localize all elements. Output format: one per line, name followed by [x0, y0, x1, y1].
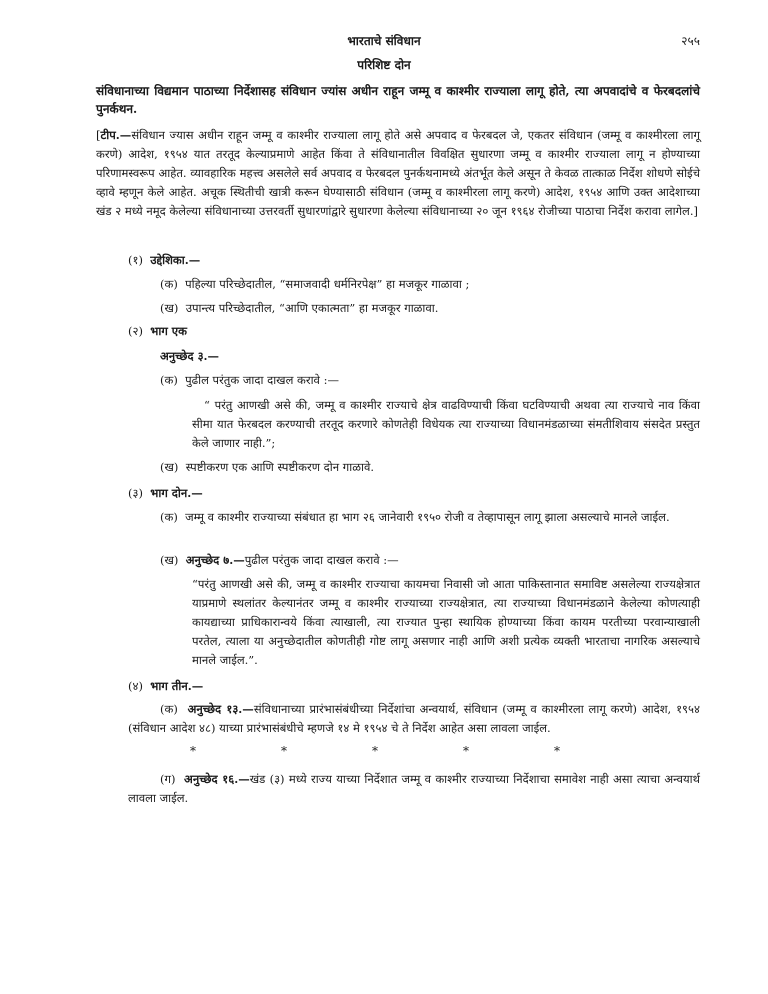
clause-number: (ख) — [160, 553, 179, 567]
section-1 — [128, 251, 700, 270]
clause-text: जम्मू व काश्मीर राज्याच्या संबंधात हा भाग २६ जानेवारी १९५० रोजी व तेव्हापासून लागू झाला असल्याचे मानले जाईल. — [185, 510, 670, 524]
star: * — [372, 744, 378, 758]
clause-text: उपान्त्य परिच्छेदातील, “आणि एकात्मता” हा मजकूर गाळावा. — [185, 301, 439, 315]
clause-4g — [128, 770, 700, 808]
clause-number: (क) — [160, 510, 178, 524]
section-title: उद्देशिका.— — [150, 253, 201, 267]
note-close-bracket: ] — [693, 204, 698, 218]
star: * — [281, 744, 287, 758]
clause-1a — [160, 275, 700, 294]
note-open-bracket: [ — [96, 128, 101, 142]
clause-number: (ग) — [160, 772, 176, 786]
proviso-quote-article-3: “ परंतु आणखी असे की, जम्मू व काश्मीर राज्याचे क्षेत्र वाढविण्याची किंवा घटविण्याची अथवा त्या राज्याचे नाव किंवा सीमा यात फेरबदल करण्याची तरतूद करणारे कोणतेही विधेयक त्या राज्याच्या विधानमंडळाच्या संमतीशिवाय संसदेत प्रस्तुत केले जाणार नाही.”; — [192, 398, 700, 450]
clause-text: संविधानाच्या प्रारंभासंबंधीच्या निर्देशांचा अन्वयार्थ, संविधान (जम्मू व काश्मीरला लागू करणे) आदेश, १९५४ (संविधान आदेश ४८) याच्या प्रारंभासंबंधीचे म्हणजे १४ मे १९५४ चे ते निर्देश आहेत असा लावला जाईल. — [128, 702, 700, 735]
star: * — [190, 744, 196, 758]
clause-text: खंड (३) मध्ये राज्य याच्या निर्देशात जम्मू व काश्मीर राज्याच्या निर्देशाचा समावेश नाही असा त्याचा अन्वयार्थ लावला जाईल. — [128, 772, 700, 805]
section-title: भाग दोन.— — [150, 486, 203, 500]
clause-1b — [160, 299, 700, 318]
star: * — [463, 744, 469, 758]
proviso-quote-article-7: “परंतु आणखी असे की, जम्मू व काश्मीर राज्याचा कायमचा निवासी जो आता पाकिस्तानात समाविष्ट असलेल्या राज्यक्षेत्रात याप्रमाणे स्थलांतर केल्यानंतर जम्मू व काश्मीर राज्याच्या राज्यक्षेत्रात, त्या राज्याच्या विधानमंडळाने केलेल्या कोणत्याही कायद्याच्या प्राधिकारान्वये किंवा त्याखाली, त्या राज्यात पुन्हा स्थायिक होण्याच्या किंवा कायम परतीच्या परवान्याखाली परतेल, त्याला या अनुच्छेदातील कोणतीही गोष्ट लागू असणार नाही आणि अशी प्रत्येक व्यक्ती भारताचा नागरिक असल्याचे मानले जाईल.”. — [192, 577, 700, 667]
article-13-heading: अनुच्छेद १३.— — [187, 702, 254, 716]
article-16-heading: अनुच्छेद १६.— — [184, 772, 250, 786]
note-body: संविधान ज्यास अधीन राहून जम्मू व काश्मीर राज्याला लागू होते असे अपवाद व फेरबदल जे, एकतर संविधान (जम्मू व काश्मीरला लागू करणे) आदेश, १९५४ यात तरतूद केल्याप्रमाणे आहेत किंवा ते संविधानातील विवक्षित सुधारणा जम्मू व काश्मीर राज्याला लागू न होण्याच्या परिणामस्वरूप आहेत. व्यावहारिक महत्त्व असलेले सर्व अपवाद व फेरबदल पुनर्कथनामध्ये अंतर्भूत केले असून ते केवळ तात्काळ निर्देश शोधणे सोईचे व्हावे म्हणून केले आहेत. अचूक स्थितीची खात्री करून घेण्यासाठी संविधान (जम्मू व काश्मीरला लागू करणे) आदेश, १९५४ आणि उक्त आदेशाच्या खंड २ मध्ये नमूद केलेल्या संविधानाच्या उत्तरवर्ती सुधारणांद्वारे सुधारणा केलेल्या संविधानाच्या २० जून १९६४ रोजीच्या पाठाचा निर्देश करावा लागेल. — [96, 128, 700, 218]
clause-number: (क) — [160, 277, 178, 291]
appendix-heading: संविधानाच्या विद्यमान पाठाच्या निर्देशासह संविधान ज्यांस अधीन राहून जम्मू व काश्मीर राज्याला लागू होते, त्या अपवादांचे व फेरबदलांचे पुनर्कथन. — [96, 84, 700, 116]
clause-3a — [128, 508, 700, 527]
section-title: भाग एक — [150, 324, 187, 338]
page-number: २५५ — [681, 34, 700, 48]
clause-number: (क) — [160, 702, 178, 716]
section-title: भाग तीन.— — [150, 679, 204, 693]
section-number: (३) — [128, 486, 143, 500]
running-head — [0, 32, 768, 50]
clause-3b — [160, 551, 700, 570]
article-7-heading: अनुच्छेद ७.— — [185, 553, 245, 567]
running-head-title: भारताचे संविधान — [347, 34, 421, 48]
omission-stars — [190, 742, 560, 761]
section-4 — [128, 677, 700, 696]
clause-4a — [128, 700, 700, 738]
clause-number: (ख) — [160, 301, 179, 315]
clause-text: पहिल्या परिच्छेदातील, “समाजवादी धर्मनिरपेक्ष” हा मजकूर गाळावा ; — [185, 277, 470, 291]
clause-text: पुढील परंतुक जादा दाखल करावे :— — [185, 373, 339, 387]
article-3-heading: अनुच्छेद ३.— — [160, 349, 220, 363]
star: * — [554, 744, 560, 758]
clause-number: (क) — [160, 373, 178, 387]
section-number: (२) — [128, 324, 143, 338]
section-3 — [128, 484, 700, 503]
editorial-note — [96, 126, 700, 221]
clause-text: पुढील परंतुक जादा दाखल करावे :— — [244, 553, 399, 567]
clause-2a — [160, 371, 700, 390]
section-number: (१) — [128, 253, 143, 267]
clause-number: (ख) — [160, 460, 179, 474]
section-2 — [128, 322, 700, 341]
clause-text: स्पष्टीकरण एक आणि स्पष्टीकरण दोन गाळावे. — [185, 460, 375, 474]
clause-2b — [160, 458, 700, 477]
section-number: (४) — [128, 679, 143, 693]
note-lead: टीप.— — [100, 128, 132, 142]
appendix-title: परिशिष्ट दोन — [357, 58, 411, 72]
